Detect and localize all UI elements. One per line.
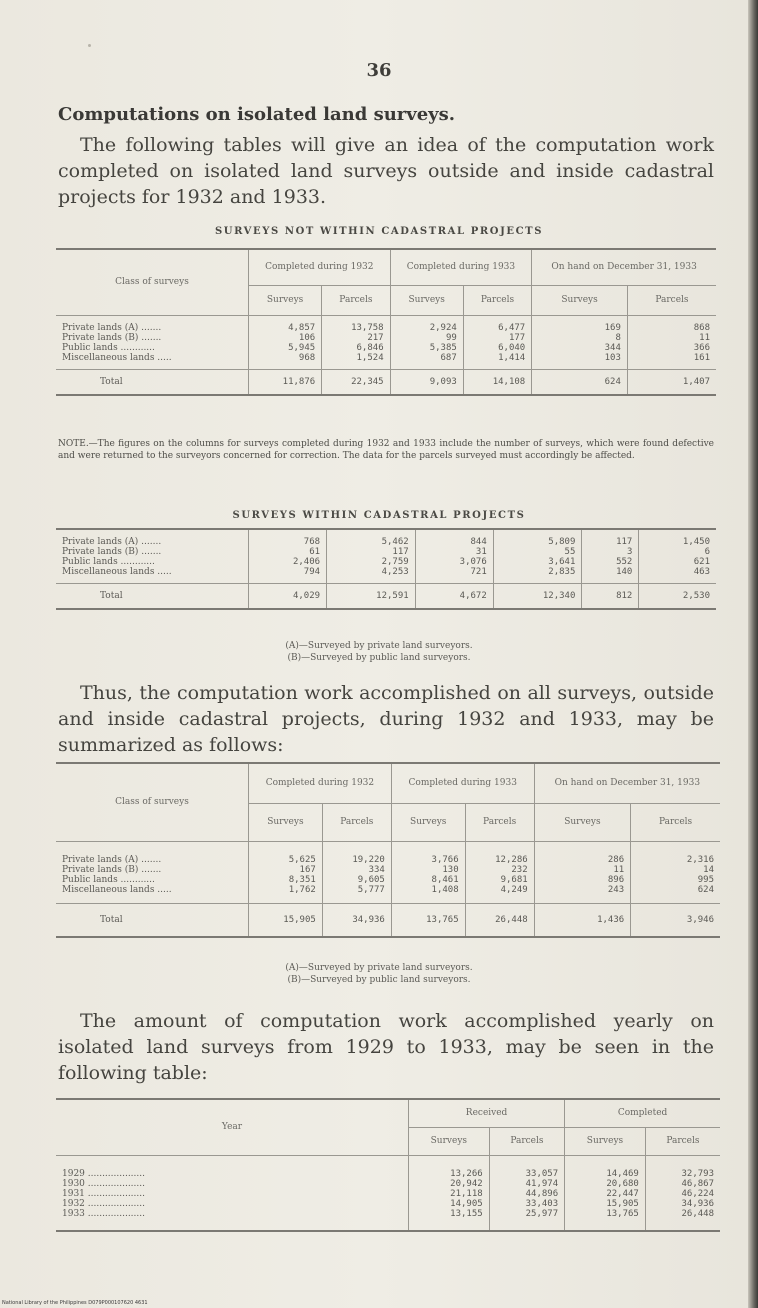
col-header: Parcels [322, 285, 390, 315]
table2-title: SURVEYS WITHIN CADASTRAL PROJECTS [232, 510, 526, 521]
table-row [56, 1189, 720, 1199]
total-label: Total [100, 590, 123, 601]
row-label: Private lands (B) ....... [62, 333, 162, 343]
footer-stamp: National Library of the Philippines D079P000107620 4631 [2, 1300, 148, 1306]
table-row [56, 333, 716, 343]
cell: 33,403 [489, 1199, 564, 1209]
cell: 6,846 [322, 343, 390, 353]
cell: 995 [631, 875, 720, 885]
cell: 161 [627, 353, 716, 363]
yearly-paragraph: The amount of computation work accomplished yearly on isolated land surveys from 1929 to 1933, may be seen in the following table: [58, 1010, 714, 1084]
cell: 20,942 [409, 1179, 490, 1189]
table-row [56, 557, 716, 567]
group-header: Received [409, 1099, 565, 1127]
row-label: Public lands ............ [62, 875, 155, 885]
paper-speck [88, 44, 91, 47]
cell: 26,448 [465, 903, 534, 937]
col-header: Parcels [465, 803, 534, 841]
cell: 2,924 [390, 323, 463, 333]
cell: 687 [390, 353, 463, 363]
row-label: 1933 .................... [62, 1209, 145, 1219]
cell: 22,447 [565, 1189, 646, 1199]
row-label: 1931 .................... [62, 1189, 145, 1199]
cell: 11 [627, 333, 716, 343]
cell: 11 [534, 865, 631, 875]
cell: 34,936 [645, 1199, 720, 1209]
col-header: Parcels [322, 803, 391, 841]
class-header: Class of surveys [115, 796, 189, 807]
cell: 21,118 [409, 1189, 490, 1199]
row-label: Miscellaneous lands ..... [62, 353, 172, 363]
section-heading: Computations on isolated land surveys. [58, 104, 456, 125]
cell: 14,108 [463, 369, 531, 395]
cell: 13,155 [409, 1209, 490, 1219]
cell: 117 [582, 537, 639, 547]
cell: 4,857 [249, 323, 322, 333]
cell: 5,385 [390, 343, 463, 353]
col-header: Surveys [249, 285, 322, 315]
cell: 334 [322, 865, 391, 875]
cell: 4,029 [249, 583, 327, 609]
legend [0, 640, 758, 664]
group-header: Completed during 1933 [390, 249, 532, 285]
table-row [56, 1199, 720, 1209]
cell: 44,896 [489, 1189, 564, 1199]
col-header: Parcels [631, 803, 720, 841]
table-row [56, 547, 716, 557]
cell: 169 [532, 323, 628, 333]
cell: 768 [249, 537, 327, 547]
cell: 1,762 [249, 885, 323, 895]
cell: 12,286 [465, 855, 534, 865]
cell: 5,625 [249, 855, 323, 865]
cell: 463 [639, 567, 716, 577]
cell: 5,777 [322, 885, 391, 895]
col-header: Parcels [645, 1127, 720, 1155]
cell: 103 [532, 353, 628, 363]
cell: 32,793 [645, 1169, 720, 1179]
table-surveys-not-within-cadastral [56, 248, 716, 396]
group-header: On hand on December 31, 1933 [532, 249, 716, 285]
group-header: Completed [565, 1099, 720, 1127]
cell: 243 [534, 885, 631, 895]
cell: 9,681 [465, 875, 534, 885]
cell: 344 [532, 343, 628, 353]
cell: 34,936 [322, 903, 391, 937]
cell: 14,905 [409, 1199, 490, 1209]
cell: 1,450 [639, 537, 716, 547]
row-label: Private lands (A) ....... [62, 855, 162, 865]
row-label: 1929 .................... [62, 1169, 145, 1179]
cell: 721 [415, 567, 493, 577]
cell: 13,765 [391, 903, 465, 937]
col-header: Surveys [532, 285, 628, 315]
cell: 14,469 [565, 1169, 646, 1179]
cell: 2,835 [493, 567, 582, 577]
row-label: Private lands (B) ....... [62, 547, 162, 557]
cell: 6,040 [463, 343, 531, 353]
cell: 9,093 [390, 369, 463, 395]
cell: 812 [582, 583, 639, 609]
table-surveys-within-cadastral [56, 528, 716, 610]
cell: 12,591 [327, 583, 416, 609]
cell: 217 [322, 333, 390, 343]
table-row [56, 1169, 720, 1179]
intro-paragraph: The following tables will give an idea of the computation work completed on isolated land surveys outside and inside cadastral projects for 1932 and 1933. [58, 134, 714, 208]
cell: 844 [415, 537, 493, 547]
cell: 2,530 [639, 583, 716, 609]
cell: 61 [249, 547, 327, 557]
legend-a: (A)—Surveyed by private land surveyors. [285, 641, 473, 651]
class-header: Class of surveys [115, 276, 189, 287]
table-row [56, 1179, 720, 1189]
table-row [56, 885, 720, 895]
cell: 3,641 [493, 557, 582, 567]
cell: 33,057 [489, 1169, 564, 1179]
cell: 177 [463, 333, 531, 343]
cell: 140 [582, 567, 639, 577]
cell: 3 [582, 547, 639, 557]
legend [0, 962, 758, 986]
cell: 794 [249, 567, 327, 577]
cell: 896 [534, 875, 631, 885]
cell: 13,765 [565, 1209, 646, 1219]
table-row [56, 855, 720, 865]
cell: 25,977 [489, 1209, 564, 1219]
cell: 624 [631, 885, 720, 895]
cell: 5,809 [493, 537, 582, 547]
legend-b: (B)—Surveyed by public land surveyors. [287, 653, 471, 663]
cell: 22,345 [322, 369, 390, 395]
cell: 3,076 [415, 557, 493, 567]
table-yearly [56, 1098, 720, 1232]
cell: 8,461 [391, 875, 465, 885]
cell: 15,905 [565, 1199, 646, 1209]
cell: 11,876 [249, 369, 322, 395]
table-row [56, 1209, 720, 1219]
table-row [56, 343, 716, 353]
col-header: Surveys [249, 803, 323, 841]
cell: 13,758 [322, 323, 390, 333]
col-header: Surveys [565, 1127, 646, 1155]
group-header: On hand on December 31, 1933 [534, 763, 720, 803]
total-row [56, 583, 716, 609]
row-label: Public lands ............ [62, 557, 155, 567]
cell: 4,249 [465, 885, 534, 895]
col-header: Parcels [627, 285, 716, 315]
row-label: Public lands ............ [62, 343, 155, 353]
group-header: Completed during 1932 [249, 249, 391, 285]
row-label: Private lands (A) ....... [62, 537, 162, 547]
cell: 46,867 [645, 1179, 720, 1189]
table-summary [56, 762, 720, 938]
cell: 4,672 [415, 583, 493, 609]
total-row [56, 369, 716, 395]
total-label: Total [100, 914, 123, 925]
cell: 3,946 [631, 903, 720, 937]
col-header: Parcels [463, 285, 531, 315]
cell: 15,905 [249, 903, 323, 937]
cell: 4,253 [327, 567, 416, 577]
table-row [56, 353, 716, 363]
cell: 868 [627, 323, 716, 333]
summary-paragraph: Thus, the computation work accomplished on all surveys, outside and inside cadastral projects, during 1932 and 1933, may be summarized as follows: [58, 682, 714, 756]
cell: 13,266 [409, 1169, 490, 1179]
cell: 286 [534, 855, 631, 865]
row-label: Private lands (B) ....... [62, 865, 162, 875]
table-row [56, 323, 716, 333]
cell: 31 [415, 547, 493, 557]
cell: 55 [493, 547, 582, 557]
cell: 26,448 [645, 1209, 720, 1219]
cell: 366 [627, 343, 716, 353]
cell: 5,945 [249, 343, 322, 353]
cell: 6,477 [463, 323, 531, 333]
cell: 14 [631, 865, 720, 875]
cell: 2,759 [327, 557, 416, 567]
cell: 106 [249, 333, 322, 343]
row-label: Miscellaneous lands ..... [62, 885, 172, 895]
legend-b: (B)—Surveyed by public land surveyors. [287, 975, 471, 985]
cell: 968 [249, 353, 322, 363]
cell: 9,605 [322, 875, 391, 885]
cell: 1,524 [322, 353, 390, 363]
cell: 167 [249, 865, 323, 875]
total-label: Total [100, 376, 123, 387]
cell: 552 [582, 557, 639, 567]
cell: 130 [391, 865, 465, 875]
table-row [56, 567, 716, 577]
row-label: 1930 .................... [62, 1179, 145, 1189]
cell: 232 [465, 865, 534, 875]
page-number: 36 [366, 60, 392, 81]
year-header: Year [221, 1121, 243, 1132]
table-row [56, 537, 716, 547]
group-header: Completed during 1932 [249, 763, 392, 803]
table-row [56, 865, 720, 875]
total-row [56, 903, 720, 937]
cell: 2,406 [249, 557, 327, 567]
cell: 41,974 [489, 1179, 564, 1189]
group-header: Completed during 1933 [391, 763, 534, 803]
table1-note: NOTE.—The figures on the columns for surveys completed during 1932 and 1933 include the number of surveys, which were found defective and were returned to the surveyors concerned for correction. The data for the parcels surveyed must accordingly be affected. [58, 439, 714, 461]
cell: 624 [532, 369, 628, 395]
cell: 8 [532, 333, 628, 343]
cell: 1,436 [534, 903, 631, 937]
cell: 8,351 [249, 875, 323, 885]
col-header: Surveys [409, 1127, 490, 1155]
cell: 99 [390, 333, 463, 343]
row-label: 1932 .................... [62, 1199, 145, 1209]
table-row [56, 875, 720, 885]
cell: 5,462 [327, 537, 416, 547]
cell: 19,220 [322, 855, 391, 865]
row-label: Private lands (A) ....... [62, 323, 162, 333]
table1-title: SURVEYS NOT WITHIN CADASTRAL PROJECTS [214, 226, 544, 237]
cell: 621 [639, 557, 716, 567]
cell: 1,408 [391, 885, 465, 895]
cell: 3,766 [391, 855, 465, 865]
cell: 2,316 [631, 855, 720, 865]
cell: 12,340 [493, 583, 582, 609]
cell: 6 [639, 547, 716, 557]
cell: 1,407 [627, 369, 716, 395]
cell: 20,680 [565, 1179, 646, 1189]
cell: 1,414 [463, 353, 531, 363]
cell: 117 [327, 547, 416, 557]
col-header: Surveys [391, 803, 465, 841]
cell: 46,224 [645, 1189, 720, 1199]
row-label: Miscellaneous lands ..... [62, 567, 172, 577]
col-header: Surveys [534, 803, 631, 841]
legend-a: (A)—Surveyed by private land surveyors. [285, 963, 473, 973]
col-header: Parcels [489, 1127, 564, 1155]
col-header: Surveys [390, 285, 463, 315]
